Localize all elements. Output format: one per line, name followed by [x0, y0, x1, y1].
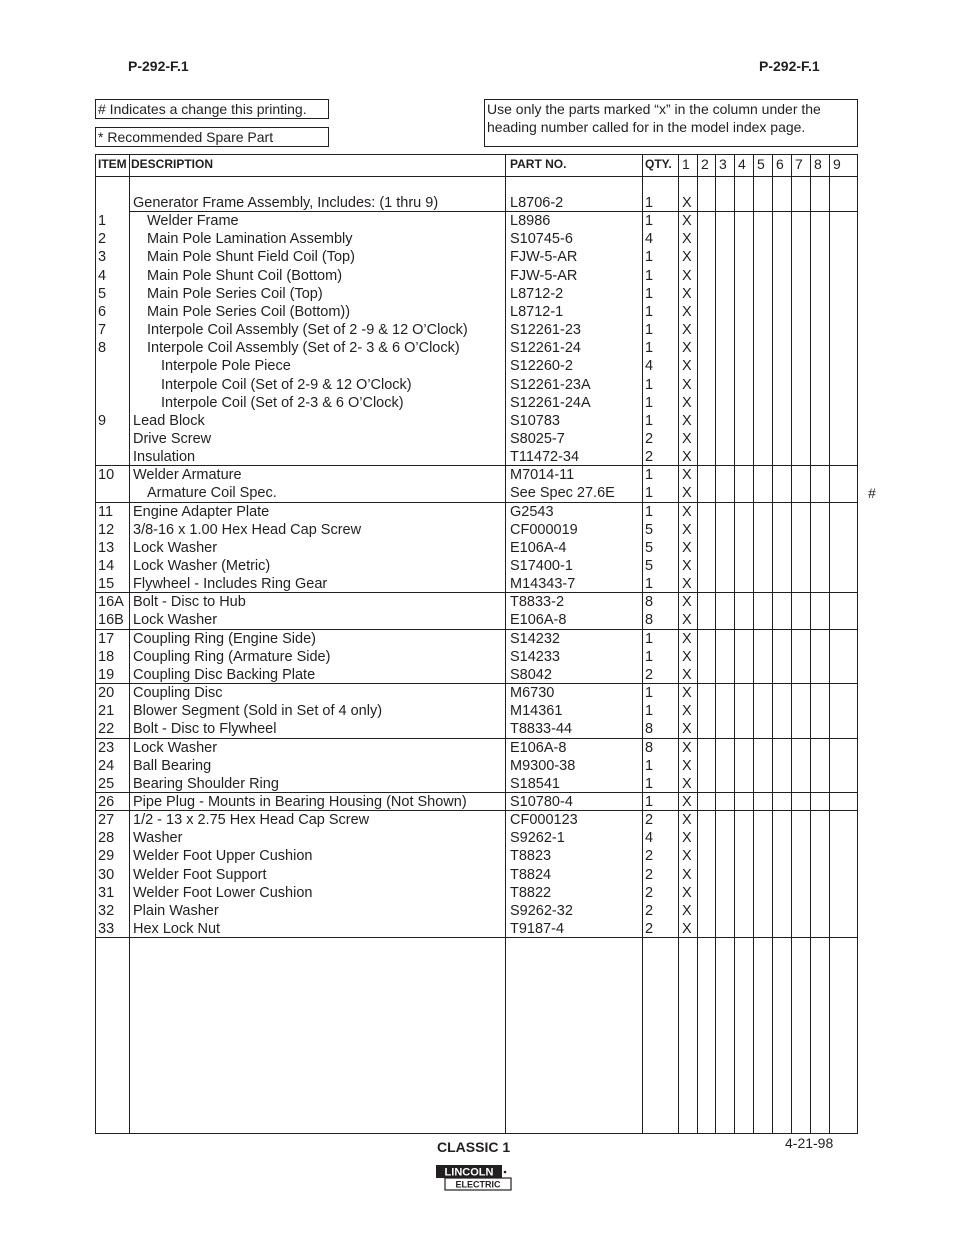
- part-number: M7014-11: [510, 467, 575, 484]
- quantity: 2: [645, 902, 654, 919]
- header-part-no: PART NO.: [510, 157, 567, 171]
- quantity: 1: [645, 376, 654, 393]
- table-row: [96, 847, 859, 865]
- table-row: [96, 666, 859, 684]
- model-1-mark: X: [682, 793, 692, 810]
- part-number: S14232: [510, 630, 560, 647]
- model-1-mark: X: [682, 467, 692, 484]
- table-row: [96, 829, 859, 847]
- model-1-mark: X: [682, 231, 692, 248]
- part-number: L8706-2: [510, 195, 564, 211]
- model-1-mark: X: [682, 285, 692, 302]
- header-model-9: 9: [833, 156, 841, 172]
- model-1-mark: X: [682, 576, 692, 593]
- quantity: 1: [645, 322, 654, 339]
- table-row: [96, 503, 859, 521]
- part-description: Generator Frame Assembly, Includes: (1 thru 9): [133, 195, 439, 211]
- part-number: FJW-5-AR: [510, 249, 578, 266]
- lincoln-electric-logo: [435, 1164, 513, 1192]
- part-number: T8824: [510, 866, 552, 883]
- header-divider: [96, 176, 857, 177]
- part-number: T8822: [510, 884, 552, 901]
- item-number: 30: [98, 866, 115, 883]
- table-row: [96, 648, 859, 666]
- part-description: Flywheel - Includes Ring Gear: [133, 576, 328, 593]
- table-row: [96, 684, 859, 702]
- part-number: E106A-8: [510, 612, 567, 629]
- quantity: 2: [645, 812, 654, 829]
- quantity: 4: [645, 358, 654, 375]
- header-model-8: 8: [814, 156, 822, 172]
- quantity: 1: [645, 195, 654, 211]
- part-description: Welder Frame: [147, 213, 239, 230]
- quantity: 1: [645, 703, 654, 720]
- part-description: Interpole Coil Assembly (Set of 2- 3 & 6 O’Clock): [147, 340, 460, 357]
- item-number: 1: [98, 213, 107, 230]
- part-description: Pipe Plug - Mounts in Bearing Housing (Not Shown): [133, 793, 467, 810]
- part-number: T8833-44: [510, 721, 573, 738]
- quantity: 8: [645, 721, 654, 738]
- part-description: Interpole Coil (Set of 2-9 & 12 O’Clock): [161, 376, 412, 393]
- part-description: 3/8-16 x 1.00 Hex Head Cap Screw: [133, 521, 362, 538]
- table-row: [96, 593, 859, 611]
- model-1-mark: X: [682, 812, 692, 829]
- model-1-mark: X: [682, 666, 692, 683]
- model-1-mark: X: [682, 558, 692, 574]
- table-row: [96, 521, 859, 539]
- quantity: 1: [645, 648, 654, 665]
- spare-part-legend: * Recommended Spare Part: [95, 127, 329, 147]
- part-number: S12261-24: [510, 340, 581, 357]
- quantity: 1: [645, 503, 654, 520]
- table-row: [96, 303, 859, 321]
- part-description: 1/2 - 13 x 2.75 Hex Head Cap Screw: [133, 812, 370, 829]
- table-row: [96, 248, 859, 266]
- part-description: Washer: [133, 830, 183, 847]
- model-1-mark: X: [682, 430, 692, 447]
- svg-text:LINCOLN: LINCOLN: [444, 1166, 494, 1179]
- table-row: [96, 539, 859, 557]
- part-number: L8712-2: [510, 285, 564, 302]
- item-number: 3: [98, 249, 107, 266]
- header-model-7: 7: [795, 156, 803, 172]
- item-number: 7: [98, 322, 107, 339]
- model-1-mark: X: [682, 394, 692, 411]
- item-number: 31: [98, 884, 115, 901]
- table-row: [96, 811, 859, 829]
- quantity: 1: [645, 303, 654, 320]
- model-1-mark: X: [682, 267, 692, 284]
- quantity: 1: [645, 213, 654, 230]
- header-model-1: 1: [682, 156, 690, 172]
- table-row: [96, 412, 859, 430]
- part-number: E106A-4: [510, 539, 567, 556]
- model-1-mark: X: [682, 721, 692, 738]
- part-number: S18541: [510, 775, 560, 792]
- part-number: M6730: [510, 685, 555, 702]
- quantity: 2: [645, 449, 654, 466]
- part-description: Bolt - Disc to Hub: [133, 594, 246, 611]
- model-1-mark: X: [682, 685, 692, 702]
- part-description: Lead Block: [133, 412, 205, 429]
- model-1-mark: X: [682, 648, 692, 665]
- part-description: Main Pole Series Coil (Top): [147, 285, 323, 302]
- model-1-mark: X: [682, 612, 692, 629]
- item-number: 9: [98, 412, 107, 429]
- header-description: DESCRIPTION: [131, 157, 214, 171]
- table-row: [96, 448, 859, 466]
- part-number: FJW-5-AR: [510, 267, 578, 284]
- model-1-mark: X: [682, 539, 692, 556]
- item-number: 32: [98, 902, 115, 919]
- item-number: 16B: [98, 612, 124, 629]
- model-1-mark: X: [682, 303, 692, 320]
- item-number: 33: [98, 921, 115, 937]
- item-number: 23: [98, 739, 115, 756]
- table-row: [96, 757, 859, 775]
- model-1-mark: X: [682, 249, 692, 266]
- part-number: T11472-34: [510, 449, 580, 466]
- table-row: [96, 357, 859, 375]
- part-number: T8833-2: [510, 594, 565, 611]
- model-1-mark: X: [682, 902, 692, 919]
- model-1-mark: X: [682, 739, 692, 756]
- part-number: E106A-8: [510, 739, 567, 756]
- item-number: 25: [98, 775, 115, 792]
- table-row: [96, 775, 859, 793]
- quantity: 4: [645, 830, 654, 847]
- part-description: Lock Washer: [133, 539, 218, 556]
- header-model-4: 4: [738, 156, 746, 172]
- model-1-mark: X: [682, 449, 692, 466]
- part-number: CF000123: [510, 812, 578, 829]
- model-1-mark: X: [682, 757, 692, 774]
- quantity: 2: [645, 921, 654, 937]
- model-1-mark: X: [682, 775, 692, 792]
- table-row: [96, 321, 859, 339]
- item-number: 20: [98, 685, 115, 702]
- quantity: 1: [645, 576, 654, 593]
- part-description: Coupling Ring (Armature Side): [133, 648, 331, 665]
- item-number: 4: [98, 267, 107, 284]
- part-description: Lock Washer: [133, 612, 218, 629]
- part-number: S10780-4: [510, 793, 573, 810]
- model-1-mark: X: [682, 322, 692, 339]
- part-number: L8986: [510, 213, 551, 230]
- table-row: [96, 884, 859, 902]
- model-1-mark: X: [682, 866, 692, 883]
- part-description: Main Pole Shunt Coil (Bottom): [147, 267, 343, 284]
- header-qty: QTY.: [645, 157, 672, 171]
- change-legend: # Indicates a change this printing.: [95, 99, 329, 119]
- quantity: 1: [645, 412, 654, 429]
- instruction-line-1: Use only the parts marked “x” in the column under the: [487, 101, 821, 117]
- quantity: 5: [645, 558, 654, 574]
- part-number: S8042: [510, 666, 552, 683]
- model-1-mark: X: [682, 594, 692, 611]
- part-number: G2543: [510, 503, 554, 520]
- item-number: 17: [98, 630, 115, 647]
- item-number: 22: [98, 721, 115, 738]
- page-code-left: P-292-F.1: [128, 58, 189, 74]
- parts-table: [95, 154, 858, 1134]
- part-description: Ball Bearing: [133, 757, 212, 774]
- model-1-mark: X: [682, 376, 692, 393]
- table-row: [96, 702, 859, 720]
- table-row: [96, 212, 859, 230]
- table-row: [96, 376, 859, 394]
- header-item: ITEM: [98, 157, 127, 171]
- table-row: [96, 484, 859, 502]
- table-row: [96, 720, 859, 738]
- table-row: [96, 920, 859, 938]
- item-number: 16A: [98, 594, 124, 611]
- part-number: S12261-24A: [510, 394, 591, 411]
- header-model-2: 2: [701, 156, 709, 172]
- quantity: 1: [645, 340, 654, 357]
- part-description: Interpole Coil Assembly (Set of 2 -9 & 12 O’Clock): [147, 322, 468, 339]
- table-row: [96, 739, 859, 757]
- model-1-mark: X: [682, 884, 692, 901]
- model-1-mark: X: [682, 412, 692, 429]
- model-1-mark: X: [682, 485, 692, 502]
- part-number: CF000019: [510, 521, 578, 538]
- part-number: M14361: [510, 703, 563, 720]
- quantity: 2: [645, 666, 654, 683]
- item-number: 11: [98, 503, 114, 520]
- item-number: 15: [98, 576, 115, 593]
- part-number: S17400-1: [510, 558, 573, 574]
- model-1-mark: X: [682, 213, 692, 230]
- instruction-line-2: heading number called for in the model index page.: [487, 119, 806, 135]
- part-description: Lock Washer (Metric): [133, 558, 271, 574]
- part-number: S12261-23: [510, 322, 581, 339]
- quantity: 1: [645, 685, 654, 702]
- model-1-mark: X: [682, 921, 692, 937]
- part-description: Main Pole Shunt Field Coil (Top): [147, 249, 355, 266]
- item-number: 19: [98, 666, 115, 683]
- header-model-6: 6: [776, 156, 784, 172]
- part-description: Main Pole Series Coil (Bottom)): [147, 303, 351, 320]
- part-description: Welder Foot Lower Cushion: [133, 884, 313, 901]
- item-number: 26: [98, 793, 115, 810]
- part-description: Insulation: [133, 449, 196, 466]
- part-description: Coupling Disc: [133, 685, 223, 702]
- item-number: 14: [98, 558, 115, 574]
- model-1-mark: X: [682, 358, 692, 375]
- part-description: Hex Lock Nut: [133, 921, 221, 937]
- item-number: 18: [98, 648, 115, 665]
- part-number: S10745-6: [510, 231, 573, 248]
- header-model-5: 5: [757, 156, 765, 172]
- header-model-3: 3: [719, 156, 727, 172]
- model-name: CLASSIC 1: [437, 1139, 511, 1155]
- part-description: Main Pole Lamination Assembly: [147, 231, 353, 248]
- quantity: 1: [645, 394, 654, 411]
- part-description: Lock Washer: [133, 739, 218, 756]
- item-number: 12: [98, 521, 115, 538]
- quantity: 1: [645, 630, 654, 647]
- model-1-mark: X: [682, 340, 692, 357]
- model-1-mark: X: [682, 521, 692, 538]
- quantity: 1: [645, 757, 654, 774]
- quantity: 4: [645, 231, 654, 248]
- item-number: 28: [98, 830, 115, 847]
- table-row: [96, 267, 859, 285]
- model-1-mark: X: [682, 848, 692, 865]
- table-row: [96, 194, 859, 212]
- table-row: [96, 285, 859, 303]
- part-description: Coupling Disc Backing Plate: [133, 666, 316, 683]
- model-1-mark: X: [682, 503, 692, 520]
- quantity: 8: [645, 594, 654, 611]
- part-description: Welder Foot Upper Cushion: [133, 848, 313, 865]
- item-number: 5: [98, 285, 107, 302]
- change-marker: #: [868, 485, 876, 501]
- part-number: S14233: [510, 648, 560, 665]
- part-description: Blower Segment (Sold in Set of 4 only): [133, 703, 383, 720]
- part-number: S12260-2: [510, 358, 573, 375]
- page-code-right: P-292-F.1: [759, 58, 820, 74]
- quantity: 5: [645, 539, 654, 556]
- item-number: 6: [98, 303, 107, 320]
- part-description: Plain Washer: [133, 902, 219, 919]
- table-row: [96, 430, 859, 448]
- item-number: 21: [98, 703, 115, 720]
- part-description: Coupling Ring (Engine Side): [133, 630, 316, 647]
- quantity: 1: [645, 267, 654, 284]
- svg-text:ELECTRIC: ELECTRIC: [455, 1179, 501, 1190]
- model-1-mark: X: [682, 195, 692, 211]
- part-number: S12261-23A: [510, 376, 591, 393]
- instruction-box: [484, 99, 858, 147]
- part-description: Bearing Shoulder Ring: [133, 775, 279, 792]
- item-number: 27: [98, 812, 115, 829]
- item-number: 8: [98, 340, 107, 357]
- part-description: Welder Armature: [133, 467, 242, 484]
- quantity: 8: [645, 612, 654, 629]
- item-number: 29: [98, 848, 115, 865]
- part-number: S10783: [510, 412, 560, 429]
- quantity: 1: [645, 485, 654, 502]
- table-row: [96, 466, 859, 484]
- quantity: 1: [645, 467, 654, 484]
- item-number: 2: [98, 231, 107, 248]
- part-number: M9300-38: [510, 757, 576, 774]
- quantity: 2: [645, 884, 654, 901]
- model-1-mark: X: [682, 703, 692, 720]
- item-number: 10: [98, 467, 115, 484]
- part-description: Interpole Coil (Set of 2-3 & 6 O’Clock): [161, 394, 404, 411]
- quantity: 1: [645, 775, 654, 792]
- quantity: 1: [645, 249, 654, 266]
- item-number: 24: [98, 757, 115, 774]
- quantity: 5: [645, 521, 654, 538]
- part-description: Armature Coil Spec.: [147, 485, 277, 502]
- table-row: [96, 230, 859, 248]
- table-row: [96, 866, 859, 884]
- part-number: See Spec 27.6E: [510, 485, 615, 502]
- model-1-mark: X: [682, 630, 692, 647]
- part-number: L8712-1: [510, 303, 564, 320]
- table-row: [96, 630, 859, 648]
- model-1-mark: X: [682, 830, 692, 847]
- table-row: [96, 557, 859, 575]
- table-row: [96, 611, 859, 629]
- table-row: [96, 902, 859, 920]
- item-number: 13: [98, 539, 115, 556]
- part-number: T9187-4: [510, 921, 565, 937]
- part-number: T8823: [510, 848, 552, 865]
- table-row: [96, 394, 859, 412]
- quantity: 1: [645, 793, 654, 810]
- quantity: 2: [645, 866, 654, 883]
- table-row: [96, 339, 859, 357]
- part-description: Bolt - Disc to Flywheel: [133, 721, 277, 738]
- quantity: 2: [645, 430, 654, 447]
- table-row: [96, 793, 859, 811]
- part-description: Interpole Pole Piece: [161, 358, 291, 375]
- part-number: S9262-1: [510, 830, 565, 847]
- part-number: S9262-32: [510, 902, 573, 919]
- table-row: [96, 575, 859, 593]
- part-description: Welder Foot Support: [133, 866, 267, 883]
- print-date: 4-21-98: [785, 1135, 834, 1151]
- part-description: Engine Adapter Plate: [133, 503, 270, 520]
- quantity: 2: [645, 848, 654, 865]
- quantity: 8: [645, 739, 654, 756]
- part-number: M14343-7: [510, 576, 576, 593]
- quantity: 1: [645, 285, 654, 302]
- part-number: S8025-7: [510, 430, 565, 447]
- part-description: Drive Screw: [133, 430, 212, 447]
